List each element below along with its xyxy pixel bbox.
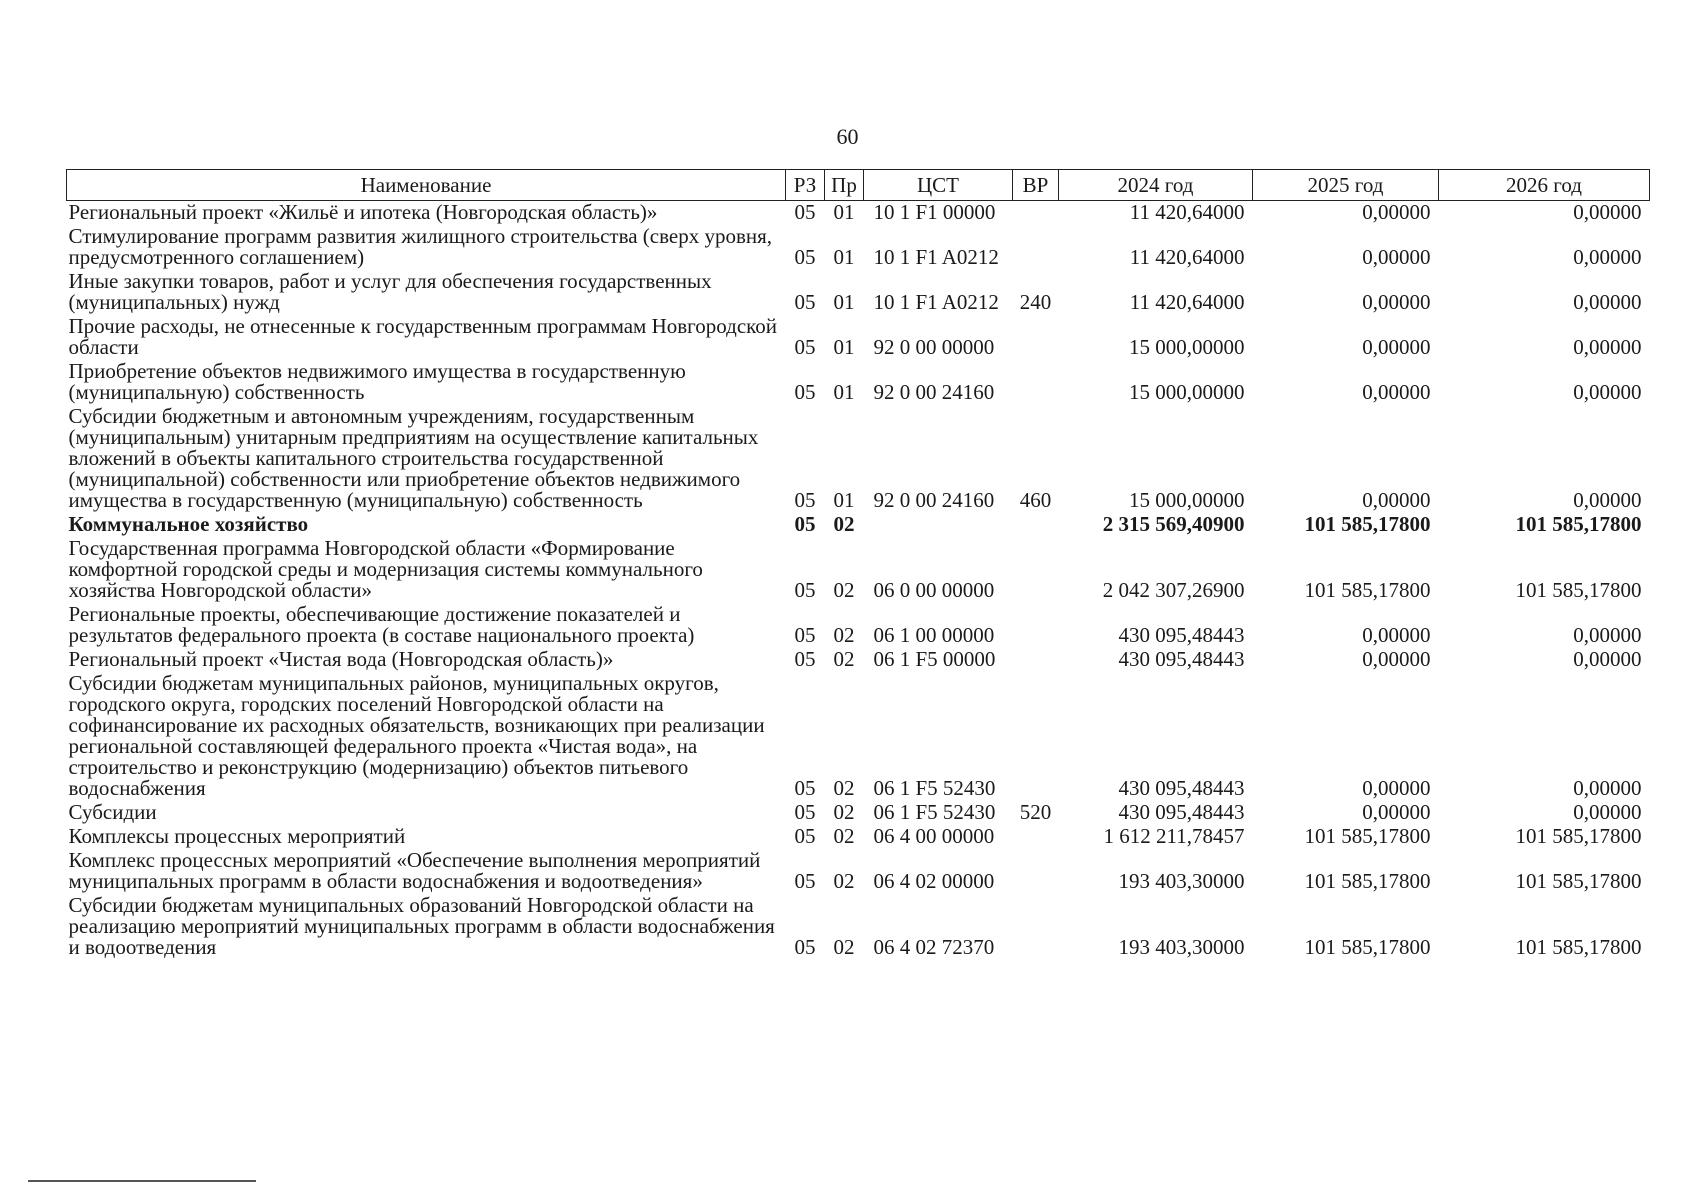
row-name: Региональный проект «Жильё и ипотека (Новгородская область)»	[68, 200, 658, 224]
row-rz: 05	[794, 869, 816, 893]
row-name: Приобретение объектов недвижимого имущества в государственную (муниципальную) собственность	[68, 359, 686, 404]
row-2024: 15 000,00000	[1129, 335, 1245, 359]
row-2024: 193 403,30000	[1118, 869, 1245, 893]
row-rz: 05	[794, 290, 816, 314]
row-cst: 06 1 F5 52430	[873, 776, 996, 800]
row-vr	[1013, 360, 1059, 405]
row-2025: 0,00000	[1362, 800, 1431, 824]
row-2026: 0,00000	[1573, 800, 1642, 824]
header-2024: 2024 год	[1059, 170, 1253, 201]
row-rz: 05	[794, 800, 816, 824]
row-rz: 05	[794, 488, 816, 512]
row-vr	[1013, 513, 1059, 537]
header-name: Наименование	[67, 170, 786, 201]
table-row	[67, 537, 1650, 603]
row-2026: 101 585,17800	[1515, 512, 1642, 536]
row-name: Субсидии бюджетам муниципальных районов, муниципальных округов, городского округа, городских поселений Новгородской области на софинансирование их расходных обязательств, возникающих при реализации региональной составляющей федерального проекта «Чистая вода», на строительство и реконструкцию (модернизацию) объектов питьевого водоснабжения	[68, 671, 765, 800]
row-cst: 92 0 00 24160	[873, 488, 995, 512]
row-name: Региональные проекты, обеспечивающие достижение показателей и результатов федерального проекта (в составе национального проекта)	[68, 602, 695, 647]
row-cst: 06 1 F5 52430	[873, 800, 996, 824]
row-cst: 06 0 00 00000	[873, 578, 995, 602]
header-vr: ВР	[1013, 170, 1059, 201]
row-2026: 0,00000	[1573, 245, 1642, 269]
row-2026: 0,00000	[1573, 647, 1642, 671]
row-pr: 02	[833, 512, 855, 536]
row-rz: 05	[794, 200, 816, 224]
row-2024: 2 042 307,26900	[1102, 578, 1245, 602]
row-2026: 0,00000	[1573, 290, 1642, 314]
table-row	[67, 801, 1650, 825]
row-name: Государственная программа Новгородской области «Формирование комфортной городской среды и модернизация системы коммунального хозяйства Новгородской области»	[68, 536, 703, 602]
row-name: Стимулирование программ развития жилищного строительства (сверх уровня, предусмотренного соглашением)	[68, 224, 773, 269]
row-2026: 0,00000	[1573, 623, 1642, 647]
row-2024: 193 403,30000	[1118, 935, 1245, 959]
row-pr: 02	[833, 800, 855, 824]
row-2025: 101 585,17800	[1304, 578, 1431, 602]
table-row	[67, 849, 1650, 894]
row-cst: 06 4 02 72370	[873, 935, 995, 959]
row-name: Субсидии бюджетам муниципальных образований Новгородской области на реализацию мероприятий муниципальных программ в области водоснабжения и водоотведения	[68, 893, 775, 959]
row-name: Субсидии бюджетным и автономным учреждениям, государственным (муниципальным) унитарным предприятиям на осуществление капитальных вложений в объекты капитального строительства государственной (муниципальной) собственности или приобретение объектов недвижимого имущества в государственную (муниципальную) собственность	[68, 404, 759, 512]
row-vr	[1013, 825, 1059, 849]
row-cst: 10 1 F1 A0212	[873, 290, 999, 314]
table-row	[67, 201, 1650, 226]
row-rz: 05	[794, 623, 816, 647]
row-2026: 101 585,17800	[1515, 869, 1642, 893]
row-cst	[864, 513, 1013, 537]
table-header-row	[67, 170, 1650, 201]
row-vr	[1013, 201, 1059, 226]
table-row	[67, 315, 1650, 360]
row-vr	[1013, 537, 1059, 603]
row-vr: 460	[1019, 488, 1052, 512]
row-vr	[1013, 894, 1059, 960]
row-rz: 05	[794, 647, 816, 671]
row-rz: 05	[794, 380, 816, 404]
row-vr	[1013, 672, 1059, 801]
row-name: Комплекс процессных мероприятий «Обеспечение выполнения мероприятий муниципальных программ в области водоснабжения и водоотведения»	[68, 848, 761, 893]
row-2024: 15 000,00000	[1129, 488, 1245, 512]
row-vr	[1013, 225, 1059, 270]
row-name: Комплексы процессных мероприятий	[68, 824, 406, 848]
row-name: Субсидии	[68, 800, 157, 824]
row-pr: 01	[833, 290, 855, 314]
row-2025: 0,00000	[1362, 380, 1431, 404]
row-name: Региональный проект «Чистая вода (Новгородская область)»	[68, 647, 614, 671]
row-name: Коммунальное хозяйство	[68, 512, 309, 536]
table-row	[67, 672, 1650, 801]
row-pr: 02	[833, 869, 855, 893]
row-2025: 0,00000	[1362, 623, 1431, 647]
row-2024: 430 095,48443	[1118, 800, 1245, 824]
row-cst: 06 1 00 00000	[873, 623, 995, 647]
row-rz: 05	[794, 512, 816, 536]
table-row	[67, 360, 1650, 405]
row-2026: 101 585,17800	[1515, 935, 1642, 959]
row-2024: 11 420,64000	[1129, 200, 1245, 224]
row-rz: 05	[794, 776, 816, 800]
row-vr	[1013, 315, 1059, 360]
row-name: Иные закупки товаров, работ и услуг для обеспечения государственных (муниципальных) нужд	[68, 269, 712, 314]
row-cst: 10 1 F1 A0212	[873, 245, 999, 269]
budget-table	[66, 169, 1650, 960]
table-body	[67, 201, 1650, 961]
row-2024: 11 420,64000	[1129, 245, 1245, 269]
row-pr: 01	[833, 335, 855, 359]
header-rz: РЗ	[786, 170, 825, 201]
row-cst: 92 0 00 24160	[873, 380, 995, 404]
row-2026: 0,00000	[1573, 488, 1642, 512]
row-2025: 0,00000	[1362, 488, 1431, 512]
row-2025: 101 585,17800	[1304, 869, 1431, 893]
row-2024: 15 000,00000	[1129, 380, 1245, 404]
row-cst: 06 4 02 00000	[873, 869, 995, 893]
row-vr	[1013, 603, 1059, 648]
row-2026: 0,00000	[1573, 776, 1642, 800]
table-row	[67, 270, 1650, 315]
row-name: Прочие расходы, не отнесенные к государственным программам Новгородской области	[68, 314, 778, 359]
page-number: 60	[836, 124, 859, 149]
row-2024: 1 612 211,78457	[1103, 824, 1245, 848]
row-cst: 06 1 F5 00000	[873, 647, 996, 671]
row-vr: 240	[1019, 290, 1052, 314]
table-row	[67, 894, 1650, 960]
row-2026: 101 585,17800	[1515, 578, 1642, 602]
row-vr: 520	[1019, 800, 1052, 824]
row-rz: 05	[794, 245, 816, 269]
header-pr: Пр	[825, 170, 864, 201]
table-row	[67, 405, 1650, 513]
row-2025: 0,00000	[1362, 776, 1431, 800]
row-2025: 101 585,17800	[1304, 824, 1431, 848]
row-2025: 0,00000	[1362, 290, 1431, 314]
row-pr: 02	[833, 824, 855, 848]
row-pr: 01	[833, 245, 855, 269]
row-2026: 0,00000	[1573, 335, 1642, 359]
row-2026: 0,00000	[1573, 380, 1642, 404]
table-row	[67, 603, 1650, 648]
row-2024: 430 095,48443	[1118, 623, 1245, 647]
row-cst: 10 1 F1 00000	[873, 200, 996, 224]
row-pr: 01	[833, 380, 855, 404]
row-2025: 0,00000	[1362, 200, 1431, 224]
row-pr: 02	[833, 623, 855, 647]
row-pr: 02	[833, 935, 855, 959]
row-2026: 101 585,17800	[1515, 824, 1642, 848]
row-rz: 05	[794, 935, 816, 959]
row-2025: 0,00000	[1362, 335, 1431, 359]
row-pr: 02	[833, 776, 855, 800]
header-2025: 2025 год	[1253, 170, 1439, 201]
row-pr: 02	[833, 578, 855, 602]
row-rz: 05	[794, 824, 816, 848]
row-vr	[1013, 849, 1059, 894]
table-row	[67, 825, 1650, 849]
header-2026: 2026 год	[1439, 170, 1650, 201]
table-row	[67, 513, 1650, 537]
row-2025: 0,00000	[1362, 245, 1431, 269]
row-2025: 0,00000	[1362, 647, 1431, 671]
row-pr: 01	[833, 200, 855, 224]
table-row	[67, 225, 1650, 270]
row-2024: 11 420,64000	[1129, 290, 1245, 314]
row-rz: 05	[794, 335, 816, 359]
header-cst: ЦСТ	[864, 170, 1013, 201]
row-rz: 05	[794, 578, 816, 602]
row-2025: 101 585,17800	[1304, 512, 1431, 536]
row-pr: 01	[833, 488, 855, 512]
row-2024: 2 315 569,40900	[1102, 512, 1245, 536]
row-cst: 92 0 00 00000	[873, 335, 995, 359]
row-2024: 430 095,48443	[1118, 647, 1245, 671]
row-vr	[1013, 648, 1059, 672]
row-2025: 101 585,17800	[1304, 935, 1431, 959]
footnote-divider	[28, 1180, 256, 1182]
table-row	[67, 648, 1650, 672]
row-2024: 430 095,48443	[1118, 776, 1245, 800]
row-cst: 06 4 00 00000	[873, 824, 995, 848]
row-pr: 02	[833, 647, 855, 671]
row-2026: 0,00000	[1573, 200, 1642, 224]
